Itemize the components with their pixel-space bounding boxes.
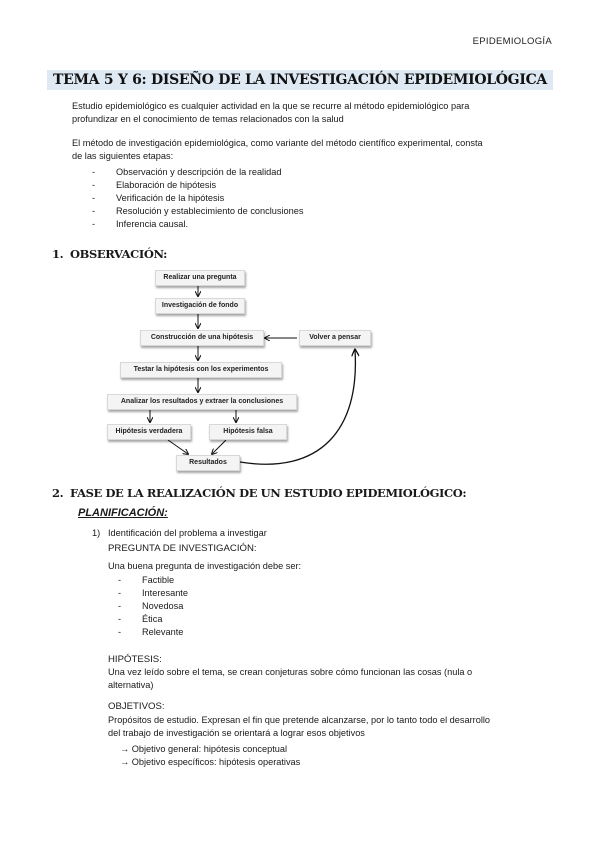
objectives-paragraph [108,714,558,740]
flow-box-construct: Construcción de una hipótesis [140,330,264,346]
subject-header: EPIDEMIOLOGÍA [472,36,552,47]
list-item: - Elaboración de hipótesis [92,180,217,190]
stages-list [92,166,303,231]
list-item: - Interesante [118,588,188,598]
flow-box-rethink: Volver a pensar [299,330,371,346]
objectives-line-2: del trabajo de investigación se orientará a lograr esos objetivos [108,728,365,738]
quality-text: Interesante [142,588,188,598]
hypothesis-heading: HIPÓTESIS: [108,654,162,665]
flow-box-true-hypothesis: Hipótesis verdadera [107,424,191,440]
flow-box-analyze: Analizar los resultados y extraer la conclusiones [107,394,297,410]
list-item: - Relevante [118,627,184,637]
list-item: - Verificación de la hipótesis [92,193,225,203]
hypothesis-line-2: alternativa) [108,680,154,690]
quality-text: Ética [142,614,163,624]
section-number: 2. [52,486,64,500]
flow-box-false-hypothesis: Hipótesis falsa [209,424,287,440]
arrow-false-results [212,440,226,454]
method-line-1: El método de investigación epidemiológica, como variante del método científico experimental, consta [72,138,483,148]
list-item: - Inferencia causal. [92,219,189,229]
section-number: 1. [52,247,64,261]
objective-specific: → Objetivo específicos: hipótesis operativas [120,757,301,767]
method-paragraph [72,137,532,163]
objectives-heading: OBJETIVOS: [108,701,165,712]
section-2-heading [52,486,466,500]
section-1-heading [52,247,167,261]
quality-text: Factible [142,575,175,585]
flow-box-test: Testar la hipótesis con los experimentos [120,362,282,378]
definition-line-2: profundizar en el conocimiento de temas relacionados con la salud [72,114,344,124]
quality-text: Relevante [142,627,184,637]
stage-text: Resolución y establecimiento de conclusiones [116,206,304,216]
title-wrap [0,70,600,90]
list-item: - Resolución y establecimiento de conclusiones [92,206,304,216]
planning-heading: PLANIFICACIÓN: [78,507,168,519]
list-item: - Factible [118,575,175,585]
item-text: Identificación del problema a investigar [108,528,267,538]
hypothesis-paragraph [108,666,548,692]
flow-box-ask: Realizar una pregunta [155,270,245,286]
objectives-line-1: Propósitos de estudio. Expresan el fin que pretende alcanzarse, por lo tanto todo el desarrollo [108,715,491,725]
stage-text: Verificación de la hipótesis [116,193,225,203]
flow-box-research: Investigación de fondo [155,298,245,314]
definition-line-1: Estudio epidemiológico es cualquier actividad en la que se recurre al método epidemiológico para [72,101,470,111]
arrow-true-results [168,440,188,454]
section-title: FASE DE LA REALIZACIÓN DE UN ESTUDIO EPIDEMIOLÓGICO: [70,486,467,500]
planning-item-1 [92,527,267,540]
objective-general: → Objetivo general: hipótesis conceptual [120,744,288,754]
question-heading: PREGUNTA DE INVESTIGACIÓN: [108,543,257,554]
hypothesis-line-1: Una vez leído sobre el tema, se crean conjeturas sobre cómo funcionan las cosas (nula o [108,667,473,677]
definition-paragraph [72,100,532,126]
page-title: TEMA 5 Y 6: DISEÑO DE LA INVESTIGACIÓN EPIDEMIOLÓGICA [47,70,553,90]
stage-text: Observación y descripción de la realidad [116,167,282,177]
stage-text: Elaboración de hipótesis [116,180,217,190]
method-line-2: de las siguientes etapas: [72,151,174,161]
section-title: OBSERVACIÓN: [70,247,168,261]
quality-text: Novedosa [142,601,184,611]
qualities-list [118,574,188,639]
list-item: - Observación y descripción de la realidad [92,167,282,177]
stage-text: Inferencia causal. [116,219,189,229]
list-item: - Ética [118,614,163,624]
question-intro: Una buena pregunta de investigación debe ser: [108,561,302,571]
flow-box-results: Resultados [176,455,240,471]
item-number: 1) [92,528,101,538]
list-item: - Novedosa [118,601,184,611]
